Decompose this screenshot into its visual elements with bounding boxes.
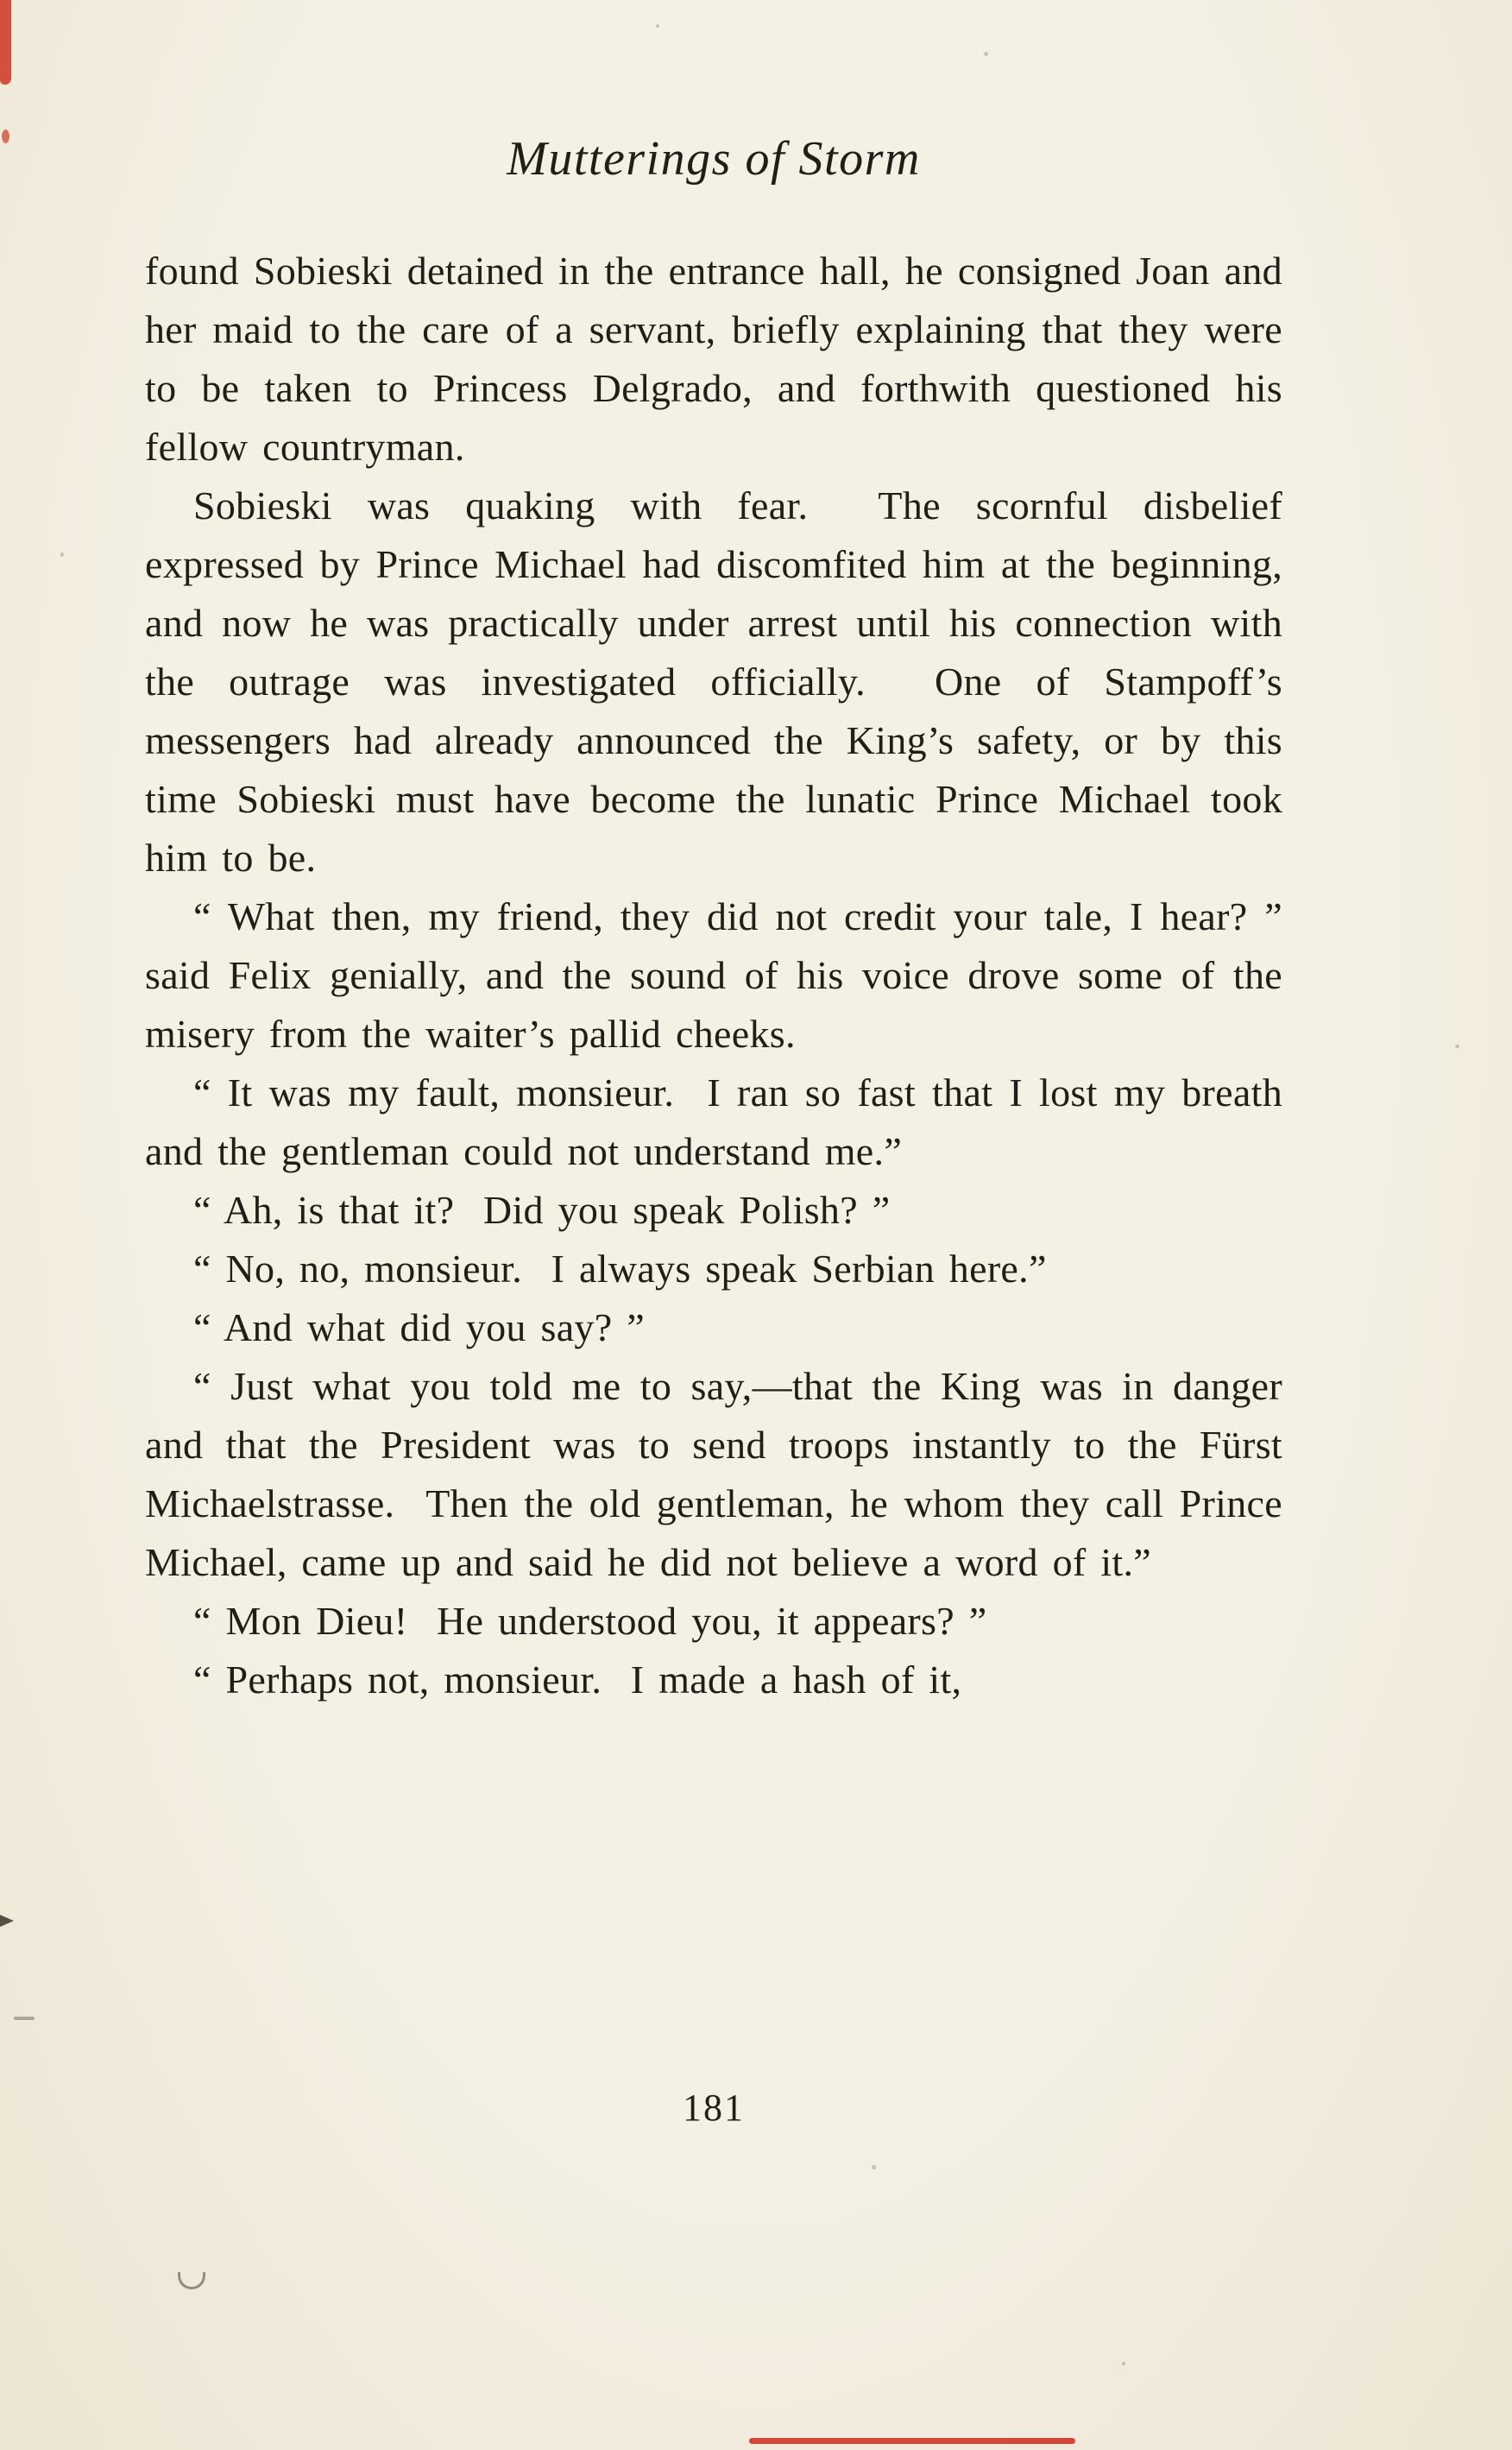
paper-speck — [984, 52, 988, 56]
paper-speck — [1122, 2362, 1125, 2365]
red-ink-dot-left-edge — [2, 129, 9, 143]
page-number: 181 — [683, 2087, 745, 2129]
paragraph: “ And what did you say? ” — [193, 1305, 645, 1349]
paper-speck — [60, 553, 64, 557]
paragraph: “ Just what you told me to say,—that the King was in danger and that the President was to send troops instantly to the Fürst Michaelstrasse. Then the old gentleman, he whom they call Prince Michael, came up and said he did not believe a word of it.” — [145, 1364, 1282, 1584]
paper-speck — [1455, 1045, 1459, 1048]
paragraph: “ What then, my friend, they did not credit your tale, I hear? ” said Felix genially, and the sound of his voice drove some of the misery from the waiter’s pallid cheeks. — [145, 894, 1282, 1056]
paragraph: “ Mon Dieu! He understood you, it appears? ” — [193, 1599, 987, 1643]
red-ink-line-bottom-edge — [749, 2438, 1075, 2444]
paper-speck — [656, 24, 659, 28]
paragraph: Sobieski was quaking with fear. The scornful disbelief expressed by Prince Michael had discomfited him at the beginning, and now he was practically under arrest until his connection with the outrage was investigated officially. One of Stampoff’s messengers had already announced the King’s safety, or by this time Sobieski must have become the lunatic Prince Michael took him to be. — [145, 483, 1282, 880]
red-ink-mark-top-left — [0, 0, 11, 85]
paragraph: found Sobieski detained in the entrance hall, he consigned Joan and her maid to the care of a servant, briefly explaining that they were to be taken to Princess Delgrado, and forthwith questioned his fellow countryman. — [145, 249, 1282, 469]
left-edge-ink-mark — [0, 1915, 14, 1927]
running-header: Mutterings of Storm — [507, 132, 921, 186]
paragraph: “ Ah, is that it? Did you speak Polish? ” — [193, 1188, 891, 1232]
body-text — [145, 242, 1282, 1709]
pencil-curve-mark — [178, 2272, 205, 2289]
paragraph: “ It was my fault, monsieur. I ran so fast that I lost my breath and the gentleman could not understand me.” — [145, 1070, 1282, 1173]
paper-speck — [872, 2165, 876, 2169]
paragraph: “ Perhaps not, monsieur. I made a hash of it, — [193, 1658, 962, 1702]
left-edge-dash-mark — [14, 2017, 35, 2020]
paragraph: “ No, no, monsieur. I always speak Serbian here.” — [193, 1247, 1047, 1291]
